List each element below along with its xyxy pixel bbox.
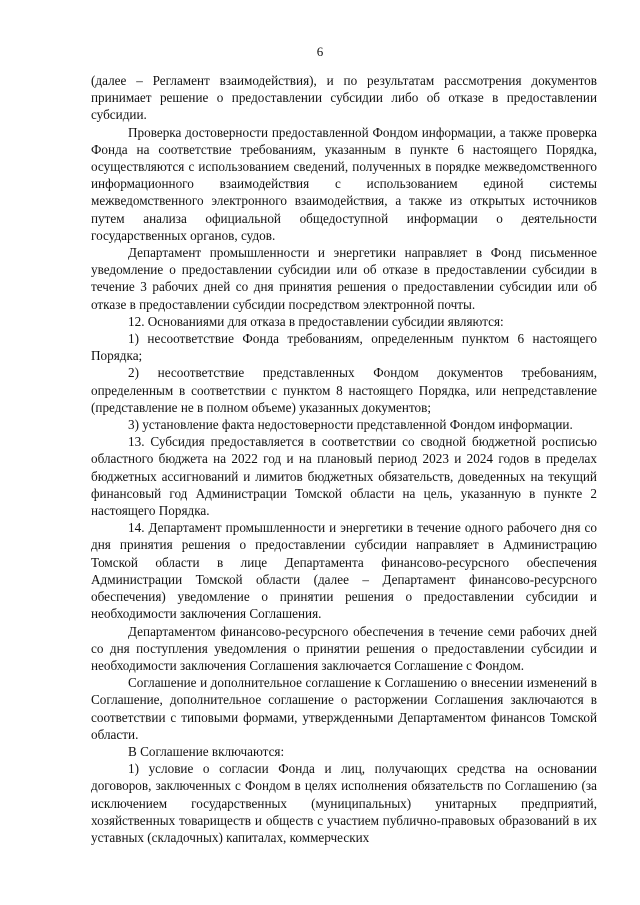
- paragraph: 12. Основаниями для отказа в предоставлении субсидии являются:: [128, 313, 504, 329]
- paragraph: В Соглашение включаются:: [128, 743, 285, 759]
- paragraph: 13. Субсидия предоставляется в соответствии со сводной бюджетной росписью областного бюджета на 2022 год и на плановый период 2023 и 2024 годов в пределах бюджетных ассигнований и лимитов бюджетных обязательств, доведенных на текущий финансовый год Администрации Томской области на цель, указанную в пункте 2 настоящего Порядка.: [91, 434, 597, 519]
- paragraph: Департамент промышленности и энергетики направляет в Фонд письменное уведомление о предоставлении субсидии или об отказе в предоставлении субсидии в течение 3 рабочих дней со дня принятия решения о предоставлении субсидии или об отказе в предоставлении субсидии посредством электронной почты.: [91, 245, 597, 312]
- paragraph: 3) установление факта недостоверности представленной Фондом информации.: [128, 417, 573, 433]
- page-number: 6: [316, 44, 324, 59]
- document-body: [91, 72, 597, 846]
- paragraph: Проверка достоверности предоставленной Фондом информации, а также проверка Фонда на соответствие требованиям, указанным в пункте 6 настоящего Порядка, осуществляются с использованием сведений, полученных в порядке межведомственного информационного взаимодействия с использованием единой системы межведомственного электронного взаимодействия, а также из открытых источников путем анализа официальной общедоступной информации о деятельности государственных органов, судов.: [91, 124, 597, 243]
- paragraph: 1) условие о согласии Фонда и лиц, получающих средства на основании договоров, заключенных с Фондом в целях исполнения обязательств по Соглашению (за исключением государственных (муниципальных) унитарных предприятий, хозяйственных товариществ и обществ с участием публично-правовых образований в их уставных (складочных) капиталах, коммерческих: [91, 761, 597, 845]
- paragraph: (далее – Регламент взаимодействия), и по результатам рассмотрения документов принимает решение о предоставлении субсидии либо об отказе в предоставлении субсидии.: [91, 73, 597, 123]
- paragraph: Департаментом финансово-ресурсного обеспечения в течение семи рабочих дней со дня поступления уведомления о принятии решения о предоставлении субсидии и необходимости заключения Соглашения заключается Соглашение с Фондом.: [91, 623, 597, 673]
- paragraph: Соглашение и дополнительное соглашение к Соглашению о внесении изменений в Соглашение, дополнительное соглашение о расторжении Соглашения заключаются в соответствии с типовыми формами, утвержденными Департаментом финансов Томской области.: [91, 675, 597, 742]
- paragraph: 1) несоответствие Фонда требованиям, определенным пунктом 6 настоящего Порядка;: [91, 331, 597, 364]
- paragraph: 2) несоответствие представленных Фондом документов требованиям, определенным в соответствии с пунктом 8 настоящего Порядка, или непредставление (представление не в полном объеме) указанных документов;: [91, 365, 597, 415]
- paragraph: 14. Департамент промышленности и энергетики в течение одного рабочего дня со дня принятия решения о предоставлении субсидии направляет в Администрацию Томской области в лице Департамента финансово-ресурсного обеспечения Администрации Томской области (далее – Департамент финансово-ресурсного обеспечения) уведомление о принятии решения о предоставлении субсидии и необходимости заключения Соглашения.: [91, 520, 597, 622]
